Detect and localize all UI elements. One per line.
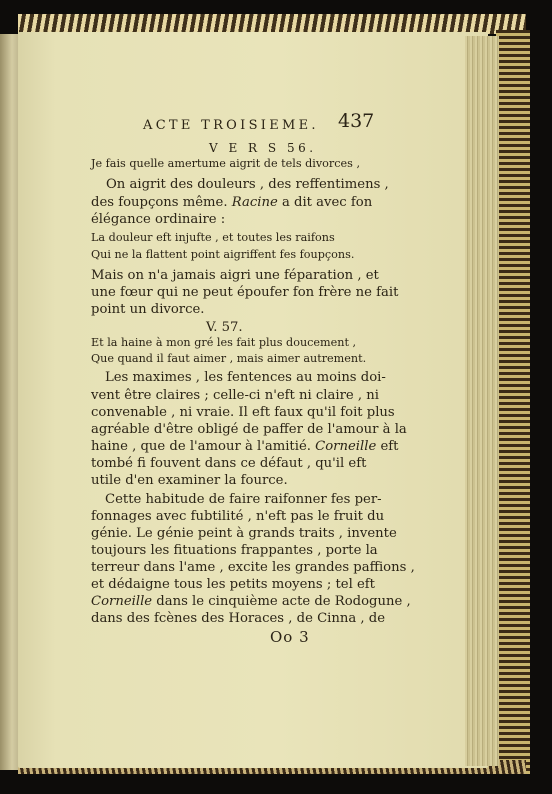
paragraph-line: une fœur qui ne peut époufer fon frère ne fait	[91, 285, 399, 300]
quoted-verse: Que quand il faut aimer , mais aimer autrement.	[91, 352, 367, 365]
paragraph-line: dans des fcènes des Horaces , de Cinna , de	[91, 611, 386, 626]
paragraph-line: génie. Le génie peint à grands traits , invente	[91, 526, 397, 541]
paragraph-line: On aigrit des douleurs , des reffentimens ,	[106, 177, 389, 192]
paragraph-line: vent être claires ; celle-ci n'eft ni claire , ni	[91, 388, 379, 403]
author-name: Racine	[231, 195, 278, 210]
gilded-fore-edge	[496, 30, 530, 774]
quoted-verse: Je fais quelle amertume aigrit de tels divorces ,	[91, 157, 361, 170]
paragraph-line: tombé fi fouvent dans ce défaut , qu'il eft	[91, 456, 367, 471]
verse-heading: V. 57.	[206, 320, 243, 335]
paragraph-line: fonnages avec fubtilité , n'eft pas le fruit du	[91, 509, 385, 524]
signature-mark: Oo 3	[270, 628, 310, 646]
quoted-verse: La douleur eft injufte , et toutes les raifons	[91, 231, 335, 244]
paragraph-line: Les maximes , les fentences au moins doi-	[105, 370, 386, 385]
paragraph-line	[91, 195, 372, 210]
page-block-edge	[465, 36, 499, 766]
quoted-verse: Qui ne la flattent point aigriffent fes foupçons.	[91, 248, 355, 261]
page-number: 437	[338, 110, 375, 132]
paragraph-line	[91, 439, 398, 454]
paragraph-text: dans le cinquième acte de Rodogune ,	[156, 594, 411, 609]
paragraph-line: convenable , ni vraie. Il eft faux qu'il foit plus	[91, 405, 395, 420]
paragraph-line: élégance ordinaire :	[91, 212, 226, 227]
running-title: ACTE TROISIEME.	[143, 118, 319, 133]
quoted-verse: Et la haine à mon gré les fait plus doucement ,	[91, 336, 357, 349]
gilded-top-edge	[18, 14, 526, 34]
paragraph-line: Cette habitude de faire raifonner fes per-	[105, 492, 382, 507]
paragraph-line: terreur dans l'ame , excite les grandes paffions ,	[91, 560, 415, 575]
paragraph-line	[91, 594, 411, 609]
paragraph-line: Mais on n'a jamais aigri une féparation , et	[91, 268, 379, 283]
paragraph-text: haine , que de l'amour à l'amitié.	[91, 439, 311, 454]
previous-page-edge	[0, 34, 20, 770]
verse-heading: V E R S 56.	[209, 141, 317, 155]
paragraph-line: et dédaigne tous les petits moyens ; tel eft	[91, 577, 375, 592]
paragraph-line: point un divorce.	[91, 302, 205, 317]
paragraph-line: toujours les fituations frappantes , porte la	[91, 543, 378, 558]
paragraph-text: a dit avec fon	[281, 195, 373, 210]
paragraph-line: agréable d'être obligé de paffer de l'amour à la	[91, 422, 407, 437]
paragraph-text: eft	[380, 439, 399, 454]
paragraph-text: des foupçons même.	[91, 195, 228, 210]
paragraph-line: utile d'en examiner la fource.	[91, 473, 288, 488]
author-name: Corneille	[315, 439, 377, 454]
author-name: Corneille	[91, 594, 153, 609]
